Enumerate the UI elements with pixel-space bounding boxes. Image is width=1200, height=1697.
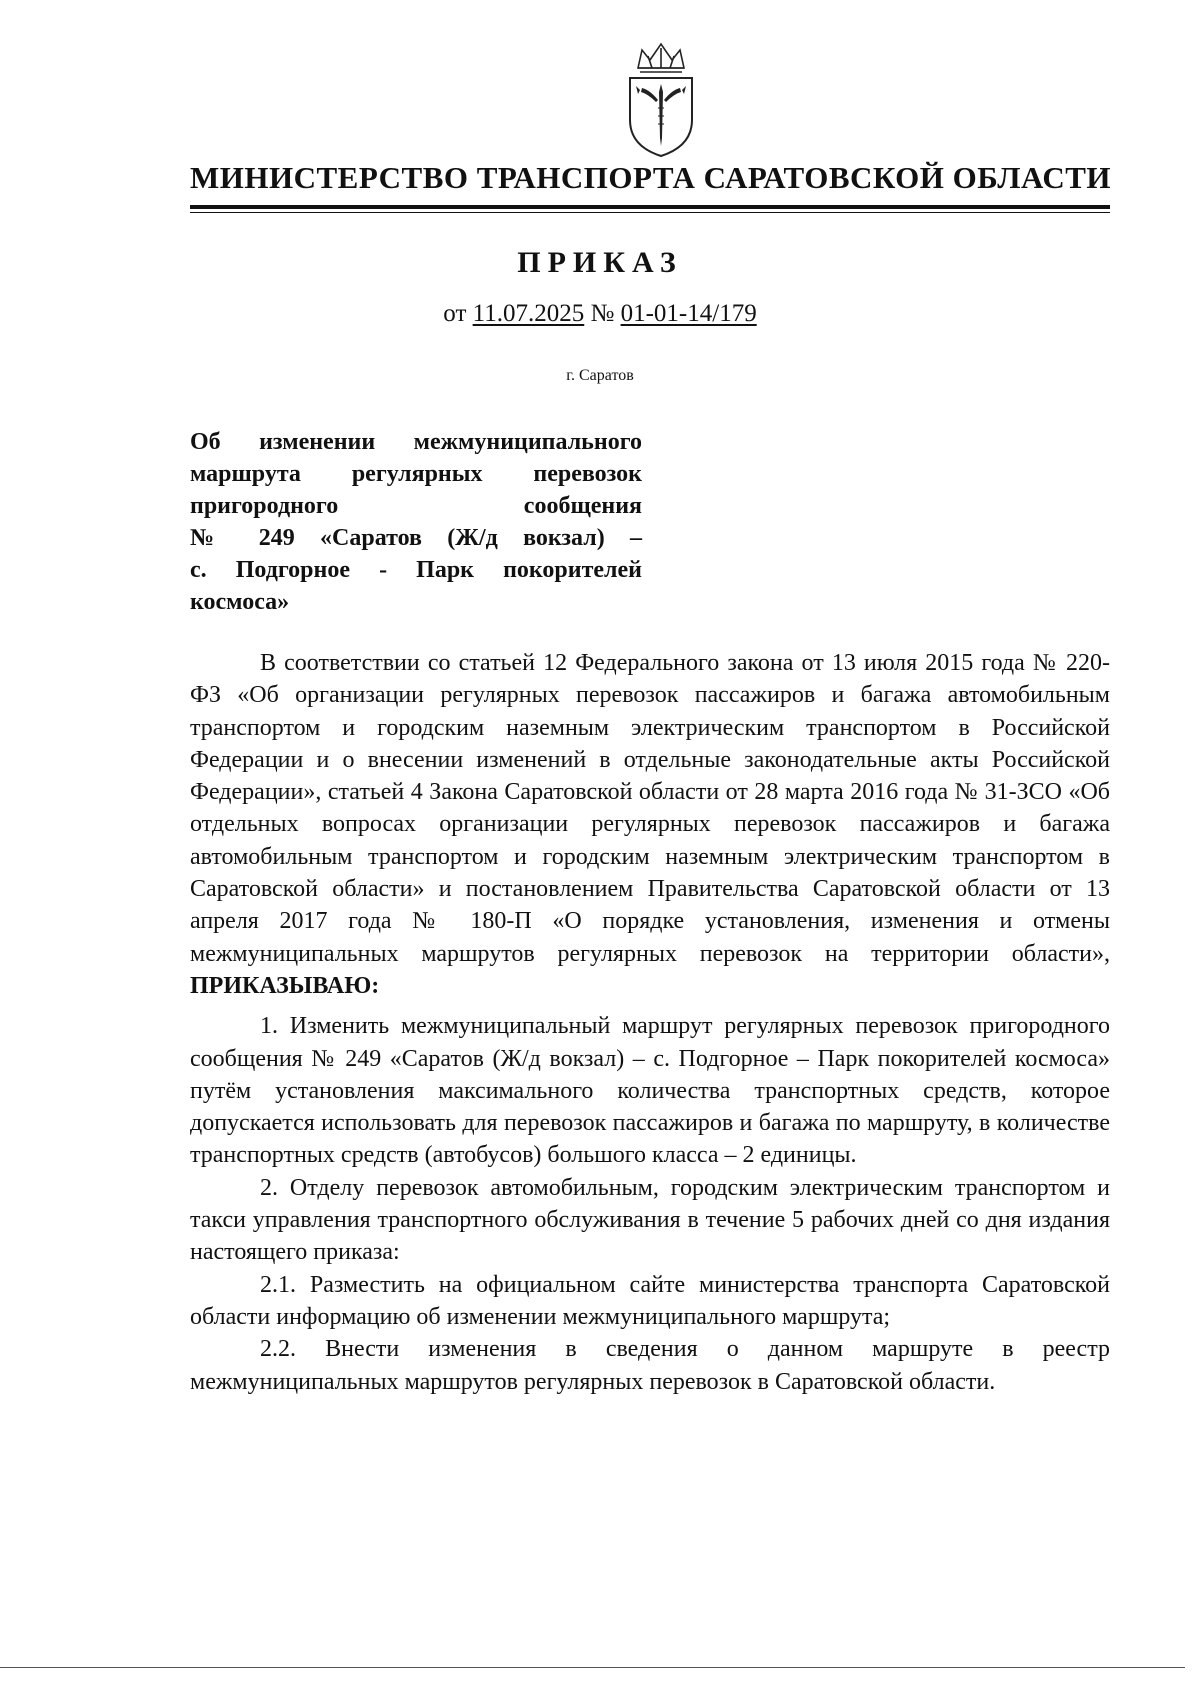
subject-line: с. Подгорное - Парк покорителей [190, 557, 642, 583]
document-subject [190, 426, 642, 618]
header-divider-thin [190, 212, 1110, 213]
order-word: ПРИКАЗЫВАЮ: [190, 972, 380, 999]
subject-line: Об изменении межмуниципального [190, 429, 642, 455]
ministry-name: МИНИСТЕРСТВО ТРАНСПОРТА САРАТОВСКОЙ ОБЛАСТИ [190, 160, 1112, 195]
order-item-2-2: 2.2. Внести изменения в сведения о данном маршруте в реестр межмуниципальных маршрутов регулярных перевозок в Саратовской области. [190, 1336, 1110, 1395]
order-item-2-1: 2.1. Разместить на официальном сайте министерства транспорта Саратовской области информацию об изменении межмуниципального маршрута; [190, 1271, 1110, 1330]
document-number: 01-01-14/179 [620, 300, 757, 327]
date-prefix: от [443, 300, 473, 327]
coat-of-arms-icon [622, 42, 700, 158]
document-date: 11.07.2025 [472, 300, 585, 327]
issue-city: г. Саратов [566, 367, 634, 384]
header-divider [190, 205, 1110, 209]
preamble-text: В соответствии со статьей 12 Федерального закона от 13 июля 2015 года № 220-ФЗ «Об организации регулярных перевозок пассажиров и багажа автомобильным транспортом и городским наземным электрическим транспортом в Российской Федерации и о внесении изменений в отдельные законодательные акты Российской Федерации», статьей 4 Закона Саратовской области от 28 марта 2016 года № 31-ЗСО «Об отдельных вопросах организации регулярных перевозок пассажиров и багажа автомобильным транспортом и городским наземным электрическим транспортом в Саратовской области» и постановлением Правительства Саратовской области от 13 апреля 2017 года № 180-П «О порядке установления, изменения и отмены межмуниципальных маршрутов регулярных перевозок на территории области», [190, 650, 1110, 967]
subject-line: пригородного сообщения [190, 493, 642, 519]
order-item-2: 2. Отделу перевозок автомобильным, городским электрическим транспортом и такси управления транспортного обслуживания в течение 5 рабочих дней со дня издания настоящего приказа: [190, 1174, 1110, 1266]
document-reference [0, 300, 1200, 328]
order-item-1: 1. Изменить межмуниципальный маршрут регулярных перевозок пригородного сообщения № 249 «Саратов (Ж/д вокзал) – с. Подгорное – Парк покорителей космоса» путём установления максимального количества транспортных средств, которое допускается использовать для перевозок пассажиров и багажа по маршруту, в количестве транспортных средств (автобусов) большого класса – 2 единицы. [190, 1013, 1110, 1169]
subject-line: № 249 «Саратов (Ж/д вокзал) – [190, 525, 642, 551]
document-body [190, 647, 1110, 1398]
subject-line: космоса» [190, 589, 290, 615]
preamble-paragraph [190, 647, 1110, 1002]
footer-divider [0, 1667, 1185, 1668]
number-prefix: № [584, 300, 621, 327]
subject-line: маршрута регулярных перевозок [190, 461, 642, 487]
document-type: ПРИКАЗ [517, 246, 683, 279]
